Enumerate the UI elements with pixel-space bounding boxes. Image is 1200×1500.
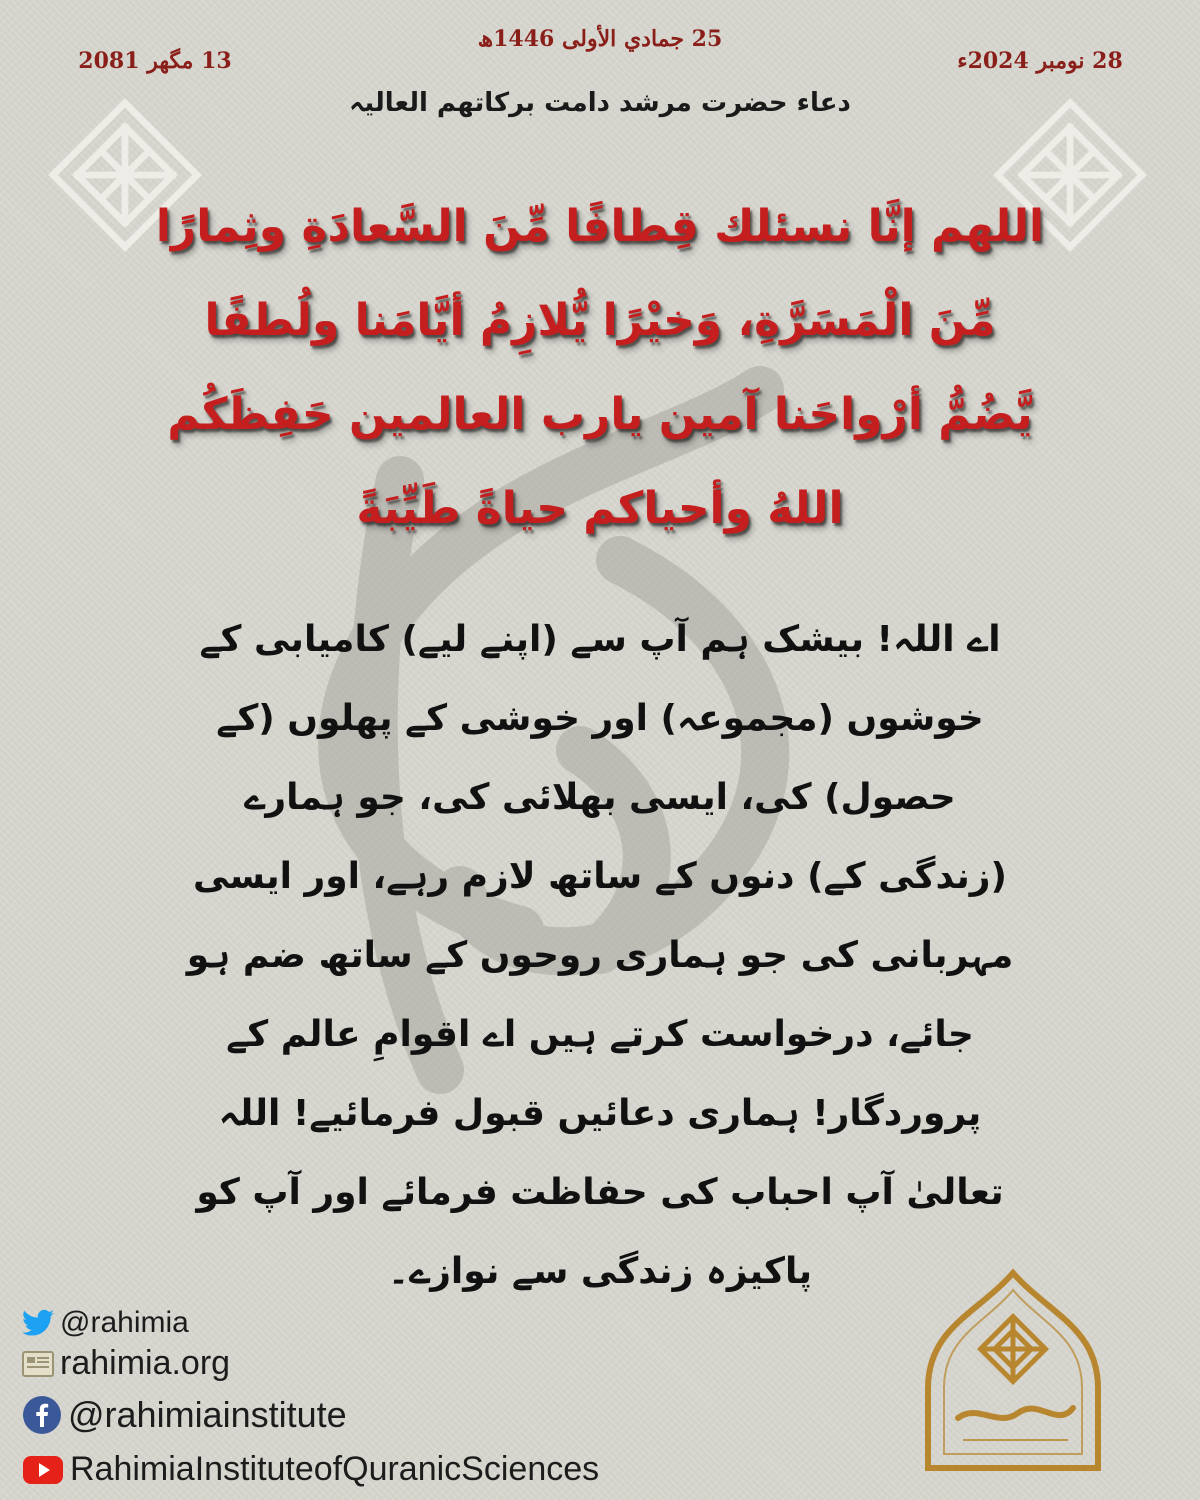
facebook-handle: @rahimiainstitute bbox=[68, 1394, 347, 1435]
desi-date: 13 مگھر 2081 bbox=[78, 48, 232, 74]
twitter-icon bbox=[22, 1309, 54, 1337]
youtube-link[interactable] bbox=[22, 1450, 599, 1489]
youtube-channel: RahimiaInstituteofQuranicSciences bbox=[70, 1450, 600, 1488]
facebook-icon bbox=[22, 1395, 62, 1435]
urdu-translation-text: اے اللہ! بیشک ہم آپ سے (اپنے لیے) کامیابی کے خوشوں (مجموعہ) اور خوشی کے پھلوں (کے حصول) کی، ایسی بھلائی کی، جو ہمارے (زندگی کے) دنوں کے ساتھ لازم رہے، اور ایسی مہربانی کی جو ہماری روحوں کے ساتھ ضم ہو جائے، درخواست کرتے ہیں اے اقوامِ عالم کے پروردگار! ہماری دعائیں قبول فرمائیے! اللہ تعالیٰ آپ احباب کی حفاظت فرمائے اور آپ کو پاکیزہ زندگی سے نوازے۔ bbox=[186, 619, 1014, 1292]
hijri-date: 25 جمادي الأولى 1446ھ bbox=[477, 26, 723, 52]
gregorian-date: 28 نومبر 2024ء bbox=[957, 48, 1123, 74]
website-link[interactable] bbox=[22, 1344, 230, 1383]
web-icon bbox=[22, 1351, 54, 1377]
arabic-dua-text: اللهم إنَّا نسئلك قِطافًا مِّنَ السَّعادَةِ وثِمارًا مِّنَ الْمَسَرَّةِ، وَخيْرًا يُّلازِمُ أيَّامَنا ولُطفًا يَّضُمُّ أرْواحَنا آمين يارب العالمين حَفِظَكُم اللهُ وأحياكم حياةً طَيِّبَةً bbox=[155, 201, 1045, 534]
facebook-link[interactable] bbox=[22, 1394, 347, 1436]
twitter-link[interactable] bbox=[22, 1306, 189, 1340]
dua-title: دعاء حضرت مرشد دامت برکاتھم العالیہ bbox=[349, 88, 851, 118]
rahimia-logo bbox=[918, 1268, 1108, 1483]
youtube-icon bbox=[22, 1455, 64, 1485]
website-url: rahimia.org bbox=[60, 1344, 231, 1382]
twitter-handle: @rahimia bbox=[60, 1306, 189, 1339]
